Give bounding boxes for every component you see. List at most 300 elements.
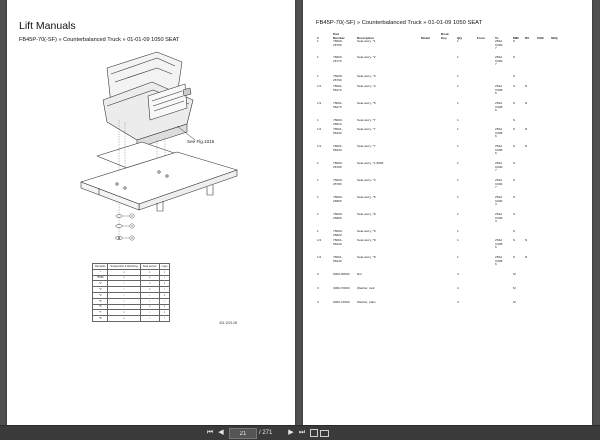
parts-cell-desc: Seat ass'y, *1,5066 (357, 161, 384, 165)
parts-cell-to: 252A C000 3 (495, 212, 503, 224)
parts-row[interactable] (316, 273, 564, 287)
parts-cell-empty (536, 287, 550, 301)
parts-cell-empty (420, 239, 440, 256)
legend-cell: ○ (108, 281, 140, 287)
parts-cell-to: 252A C000 7 (495, 39, 503, 51)
viewer-toolbar (0, 425, 600, 440)
parts-cell-empty (536, 273, 550, 287)
parts-cell-part: 78001- 56270 (333, 84, 343, 92)
legend-cell: ○ (159, 316, 170, 322)
parts-cell-from (476, 145, 494, 162)
parts-cell-from (476, 162, 494, 179)
parts-cell-qty: 1 (457, 39, 459, 43)
parts-cell-part: 78001- 56270 (333, 101, 343, 109)
parts-cell-empty (550, 75, 564, 85)
legend-cell: ○ (159, 275, 170, 281)
parts-cell-to: 252A C008 6 (495, 84, 503, 96)
parts-cell-from (476, 40, 494, 56)
parts-cell-qty: 4 (457, 286, 459, 290)
parts-cell-empty (550, 273, 564, 287)
legend-cell: *6 (93, 304, 108, 310)
parts-cell-mir: S (513, 195, 516, 199)
parts-cell-empty (536, 75, 550, 85)
parts-cell-part: 78000- 26800 (333, 212, 343, 220)
parts-cell-mir: S (513, 84, 516, 88)
parts-row[interactable] (316, 239, 564, 256)
parts-cell-empty (550, 119, 564, 128)
left-page (7, 0, 295, 425)
parts-cell-empty (550, 301, 564, 311)
page-total: / 271 (259, 430, 273, 436)
parts-cell-qty: 1 (457, 127, 459, 131)
parts-cell-mir: M (513, 300, 516, 304)
legend-cell: × (108, 269, 140, 275)
legend-cell: × (140, 275, 159, 281)
parts-cell-empty (440, 85, 456, 102)
parts-cell-empty (536, 301, 550, 311)
parts-cell-qty: 1 (457, 255, 459, 259)
parts-cell-to (494, 287, 512, 301)
parts-cell-qty: 1 (457, 238, 459, 242)
parts-cell-qty: 1 (457, 144, 459, 148)
column-header: # (317, 36, 319, 40)
legend-cell: * (93, 269, 108, 275)
parts-row[interactable] (316, 85, 564, 102)
parts-cell-part: 78001- 56240 (333, 238, 343, 246)
parts-cell-empty (420, 273, 440, 287)
parts-cell-empty (440, 179, 456, 196)
parts-cell-empty (440, 56, 456, 75)
parts-cell-desc: Seat ass'y, *3 (357, 74, 376, 78)
parts-cell-mir: S (513, 212, 516, 216)
parts-cell-no: 1 (317, 55, 319, 59)
parts-cell-no: 1/1 (317, 238, 322, 242)
legend-cell: ○ (159, 287, 170, 293)
parts-cell-empty (536, 162, 550, 179)
parts-cell-part: 78001- 56230 (333, 144, 343, 152)
legend-row (93, 316, 170, 322)
parts-cell-no: 1 (317, 195, 319, 199)
parts-cell-mir: M (513, 286, 516, 290)
parts-cell-mir: S (513, 161, 516, 165)
column-header: From (477, 36, 485, 40)
parts-cell-to: 252A C000 7 (495, 55, 503, 67)
column-header: RV (525, 36, 530, 40)
parts-cell-empty (420, 196, 440, 213)
parts-cell-empty (550, 256, 564, 273)
parts-cell-empty (550, 102, 564, 119)
parts-cell-empty (550, 239, 564, 256)
parts-cell-qty: 1 (457, 161, 459, 165)
legend-cell: ○ (108, 304, 140, 310)
column-header: Model (421, 36, 430, 40)
parts-cell-part: 0000-70000 (333, 286, 350, 290)
parts-cell-empty (440, 196, 456, 213)
parts-cell-desc: Seat ass'y, *5 (357, 101, 376, 105)
parts-cell-empty (550, 179, 564, 196)
prev-page-icon[interactable]: ◀ (218, 429, 224, 436)
parts-cell-rv (524, 40, 536, 56)
parts-cell-empty (440, 213, 456, 230)
parts-cell-desc: Seat ass'y, *7 (357, 127, 376, 131)
parts-cell-empty (536, 40, 550, 56)
parts-row[interactable] (316, 256, 564, 273)
parts-cell-rv (524, 196, 536, 213)
parts-cell-from (476, 85, 494, 102)
parts-cell-mir: S (513, 39, 516, 43)
legend-cell: *8 (93, 316, 108, 322)
parts-cell-desc: Washer, lock (357, 286, 375, 290)
page-number-input[interactable] (229, 428, 257, 439)
legend-cell: *5 (93, 298, 108, 304)
parts-cell-desc: Seat ass'y, *7 (357, 118, 376, 122)
parts-cell-qty: 1 (457, 101, 459, 105)
parts-cell-rv (524, 162, 536, 179)
parts-cell-empty (550, 56, 564, 75)
parts-cell-desc: Seat ass'y, *1 (357, 39, 376, 43)
parts-cell-desc: Seat ass'y, *8 (357, 255, 376, 259)
parts-cell-qty: 1 (457, 195, 459, 199)
parts-row[interactable] (316, 145, 564, 162)
parts-cell-from (476, 287, 494, 301)
parts-cell-to: 252A C008 6 (495, 238, 503, 250)
parts-row[interactable] (316, 128, 564, 145)
parts-cell-part: 78000- 26750 (333, 39, 343, 47)
parts-cell-empty (536, 179, 550, 196)
parts-cell-empty (440, 239, 456, 256)
parts-cell-desc: Seat ass'y, *4 (357, 178, 376, 182)
parts-cell-mir: S (513, 238, 516, 242)
legend-cell: × (108, 316, 140, 322)
legend-cell: ○ (108, 292, 140, 298)
legend-cell: *7 (93, 310, 108, 316)
parts-cell-no: 2 (317, 272, 319, 276)
parts-cell-qty: 1 (457, 229, 459, 233)
parts-cell-empty (536, 145, 550, 162)
parts-cell-part: 0000-72000 (333, 300, 350, 304)
parts-cell-qty: 1 (457, 55, 459, 59)
column-header: MIR (513, 36, 519, 40)
parts-cell-empty (550, 162, 564, 179)
parts-row[interactable] (316, 179, 564, 196)
parts-cell-empty (440, 256, 456, 273)
parts-cell-empty (440, 102, 456, 119)
parts-cell-empty (420, 119, 440, 128)
parts-cell-rv (524, 56, 536, 75)
legend-cell: ○ (140, 316, 159, 322)
parts-cell-mir: S (513, 229, 516, 233)
legend-cell: ○ (140, 298, 159, 304)
parts-cell-rv: N (525, 101, 528, 105)
parts-row[interactable] (316, 213, 564, 230)
parts-cell-empty (420, 287, 440, 301)
parts-cell-empty (440, 128, 456, 145)
parts-cell-mir: S (513, 55, 516, 59)
breadcrumb: FB45P-70(-SF) » Counterbalanced Truck » 01-01-09 1050 SEAT (19, 37, 180, 43)
parts-cell-from (476, 56, 494, 75)
parts-cell-empty (420, 40, 440, 56)
parts-cell-part: 78000- 26790 (333, 74, 343, 82)
legend-header: Suspension & Reclining (108, 264, 140, 270)
column-header: Part Number (333, 32, 345, 40)
parts-cell-no: 3 (317, 286, 319, 290)
parts-cell-empty (420, 301, 440, 311)
parts-cell-mir: S (513, 127, 516, 131)
parts-row[interactable] (316, 56, 564, 75)
column-header: Description (357, 36, 375, 40)
parts-cell-desc: Nut (357, 272, 362, 276)
parts-cell-empty (536, 230, 550, 239)
parts-cell-rv: N (525, 144, 528, 148)
option-legend-table (92, 263, 170, 322)
legend-cell: × (159, 310, 170, 316)
parts-cell-empty (550, 230, 564, 239)
parts-cell-qty: 1 (457, 178, 459, 182)
parts-cell-empty (536, 56, 550, 75)
parts-cell-no: 1 (317, 212, 319, 216)
parts-cell-rv: N (525, 238, 528, 242)
parts-cell-desc: Washer, plain (357, 300, 376, 304)
legend-cell: × (159, 292, 170, 298)
page-title: Lift Manuals (19, 20, 76, 32)
parts-cell-empty (420, 102, 440, 119)
parts-cell-no: 1 (317, 39, 319, 43)
parts-cell-empty (550, 287, 564, 301)
parts-cell-empty (420, 179, 440, 196)
parts-cell-empty (440, 287, 456, 301)
parts-cell-no: 1/1 (317, 255, 322, 259)
parts-cell-from (476, 301, 494, 311)
parts-cell-empty (536, 85, 550, 102)
parts-row[interactable] (316, 196, 564, 213)
parts-row[interactable] (316, 162, 564, 179)
parts-cell-empty (420, 230, 440, 239)
legend-cell: ○ (108, 298, 140, 304)
parts-cell-empty (420, 213, 440, 230)
parts-cell-from (476, 230, 494, 239)
parts-cell-to: 252A C000 3 (495, 195, 503, 207)
parts-cell-empty (440, 40, 456, 56)
column-header: SEQ (551, 36, 558, 40)
parts-cell-desc: Seat ass'y, *5 (357, 195, 376, 199)
parts-cell-part: 78000- 26800 (333, 195, 343, 203)
parts-cell-part: 78000- 26760 (333, 161, 343, 169)
parts-cell-empty (420, 145, 440, 162)
parts-cell-qty: 1 (457, 212, 459, 216)
legend-cell: ○ (108, 287, 140, 293)
fit-width-icon[interactable] (320, 430, 329, 437)
parts-cell-to: 252A C008 6 (495, 127, 503, 139)
parts-cell-from (476, 179, 494, 196)
parts-cell-mir: S (513, 101, 516, 105)
first-page-icon[interactable]: ⏮ (206, 429, 214, 436)
parts-cell-from (476, 239, 494, 256)
parts-cell-empty (420, 56, 440, 75)
figure-reference[interactable]: See Fig.1015 (187, 139, 215, 144)
parts-cell-desc: Seat ass'y, *7 (357, 144, 376, 148)
parts-cell-from (476, 196, 494, 213)
parts-cell-mir: S (513, 178, 516, 182)
parts-cell-empty (420, 162, 440, 179)
figure-code: 401-1021-08 (219, 321, 238, 325)
parts-cell-qty: 1 (457, 84, 459, 88)
breadcrumb: FB45P-70(-SF) » Counterbalanced Truck » 01-01-09 1050 SEAT (316, 20, 483, 26)
parts-cell-empty (536, 128, 550, 145)
parts-cell-empty (420, 75, 440, 85)
parts-row[interactable] (316, 287, 564, 301)
parts-list-table (316, 32, 564, 311)
parts-cell-part: 78000- 26780 (333, 178, 343, 186)
right-page (303, 0, 592, 425)
parts-cell-part: 0000-00000 (333, 272, 350, 276)
parts-cell-to: 252A C008 6 (495, 144, 503, 156)
parts-cell-empty (536, 119, 550, 128)
parts-cell-mir: S (513, 144, 516, 148)
legend-cell: ○ (140, 292, 159, 298)
parts-cell-empty (536, 239, 550, 256)
seat-exploded-drawing (7, 0, 295, 425)
parts-cell-qty: 1 (457, 118, 459, 122)
parts-cell-empty (550, 128, 564, 145)
parts-cell-no: 4 (317, 300, 319, 304)
parts-cell-empty (440, 145, 456, 162)
parts-cell-no: 1 (317, 118, 319, 122)
last-page-icon[interactable]: ⏭ (298, 429, 306, 436)
legend-cell: × (140, 304, 159, 310)
legend-cell: × (140, 269, 159, 275)
parts-cell-desc: Seat ass'y, *8 (357, 238, 376, 242)
parts-cell-desc: Seat ass'y, *8 (357, 229, 376, 233)
legend-cell: *4 (93, 292, 108, 298)
parts-cell-from (476, 102, 494, 119)
parts-cell-empty (550, 40, 564, 56)
svg-text:2: 2 (131, 215, 133, 218)
parts-cell-empty (536, 196, 550, 213)
parts-cell-no: 1 (317, 74, 319, 78)
parts-cell-from (476, 256, 494, 273)
parts-cell-to: 252A C000 7 (495, 178, 503, 190)
parts-cell-no: 1 (317, 161, 319, 165)
legend-header: Logo (159, 264, 170, 270)
parts-cell-empty (440, 75, 456, 85)
parts-cell-from (476, 273, 494, 287)
parts-cell-rv: N (525, 255, 528, 259)
parts-cell-qty: 1 (457, 74, 459, 78)
parts-cell-empty (440, 301, 456, 311)
parts-cell-from (476, 213, 494, 230)
parts-cell-empty (420, 128, 440, 145)
legend-cell: × (159, 281, 170, 287)
parts-cell-from (476, 128, 494, 145)
parts-cell-no: 1/1 (317, 144, 322, 148)
parts-cell-rv: N (525, 127, 528, 131)
legend-cell: *3 (93, 287, 108, 293)
parts-cell-empty (440, 273, 456, 287)
fit-page-icon[interactable] (310, 429, 318, 437)
parts-cell-empty (536, 102, 550, 119)
parts-cell-no: 1 (317, 178, 319, 182)
column-header: Book Key (441, 32, 449, 40)
legend-cell: *5066 (93, 275, 108, 281)
column-header: CNG (537, 36, 544, 40)
parts-cell-empty (420, 256, 440, 273)
parts-cell-empty (550, 85, 564, 102)
next-page-icon[interactable]: ▶ (288, 429, 294, 436)
parts-cell-desc: Seat ass'y, *2 (357, 55, 376, 59)
svg-text:4: 4 (131, 237, 133, 240)
legend-cell: ○ (159, 298, 170, 304)
parts-cell-empty (536, 213, 550, 230)
legend-cell: × (159, 269, 170, 275)
legend-cell: ○ (140, 310, 159, 316)
column-header: To (495, 36, 499, 40)
parts-cell-part: 78000- 26810 (333, 118, 343, 126)
legend-header: Remarks (93, 264, 108, 270)
parts-cell-to: 252A C008 6 (495, 101, 503, 113)
parts-cell-empty (550, 196, 564, 213)
parts-cell-rv (524, 287, 536, 301)
parts-cell-empty (420, 85, 440, 102)
parts-cell-rv (524, 273, 536, 287)
legend-cell: × (140, 281, 159, 287)
parts-cell-desc: Seat ass'y, *6 (357, 212, 376, 216)
parts-cell-part: 78001- 56240 (333, 255, 343, 263)
parts-cell-to (494, 301, 512, 311)
parts-row[interactable] (316, 40, 564, 56)
parts-cell-part: 78001- 56230 (333, 127, 343, 135)
parts-cell-to (494, 273, 512, 287)
legend-header: Seat sensor (140, 264, 159, 270)
parts-cell-part: 78000- 26820 (333, 229, 343, 237)
parts-cell-no: 1 (317, 229, 319, 233)
parts-cell-rv (524, 213, 536, 230)
parts-cell-mir: S (513, 118, 516, 122)
parts-row[interactable] (316, 102, 564, 119)
legend-cell: *2 (93, 281, 108, 287)
parts-cell-qty: 4 (457, 272, 459, 276)
svg-text:3: 3 (131, 225, 133, 228)
parts-cell-no: 1/1 (317, 101, 322, 105)
parts-cell-no: 1/1 (317, 127, 322, 131)
parts-cell-rv: N (525, 84, 528, 88)
parts-cell-empty (536, 256, 550, 273)
parts-cell-to: 252A C000 7 (495, 161, 503, 173)
legend-cell: × (159, 304, 170, 310)
parts-cell-empty (550, 213, 564, 230)
parts-cell-to: 252A C008 6 (495, 255, 503, 267)
parts-cell-part: 78000- 26770 (333, 55, 343, 63)
parts-cell-mir: S (513, 74, 516, 78)
parts-cell-no: 1/1 (317, 84, 322, 88)
column-header: Qty (457, 36, 463, 40)
parts-cell-from (476, 119, 494, 128)
parts-cell-empty (440, 230, 456, 239)
parts-cell-mir: M (513, 272, 516, 276)
parts-cell-qty: 4 (457, 300, 459, 304)
legend-cell: × (108, 275, 140, 281)
parts-cell-mir: S (513, 255, 516, 259)
parts-cell-desc: Seat ass'y, *4 (357, 84, 376, 88)
parts-cell-empty (440, 119, 456, 128)
parts-cell-empty (440, 162, 456, 179)
parts-cell-empty (550, 145, 564, 162)
parts-cell-rv (524, 301, 536, 311)
parts-row[interactable] (316, 301, 564, 311)
legend-cell: × (108, 310, 140, 316)
parts-cell-rv (524, 179, 536, 196)
parts-cell-from (476, 75, 494, 85)
legend-cell: × (140, 287, 159, 293)
